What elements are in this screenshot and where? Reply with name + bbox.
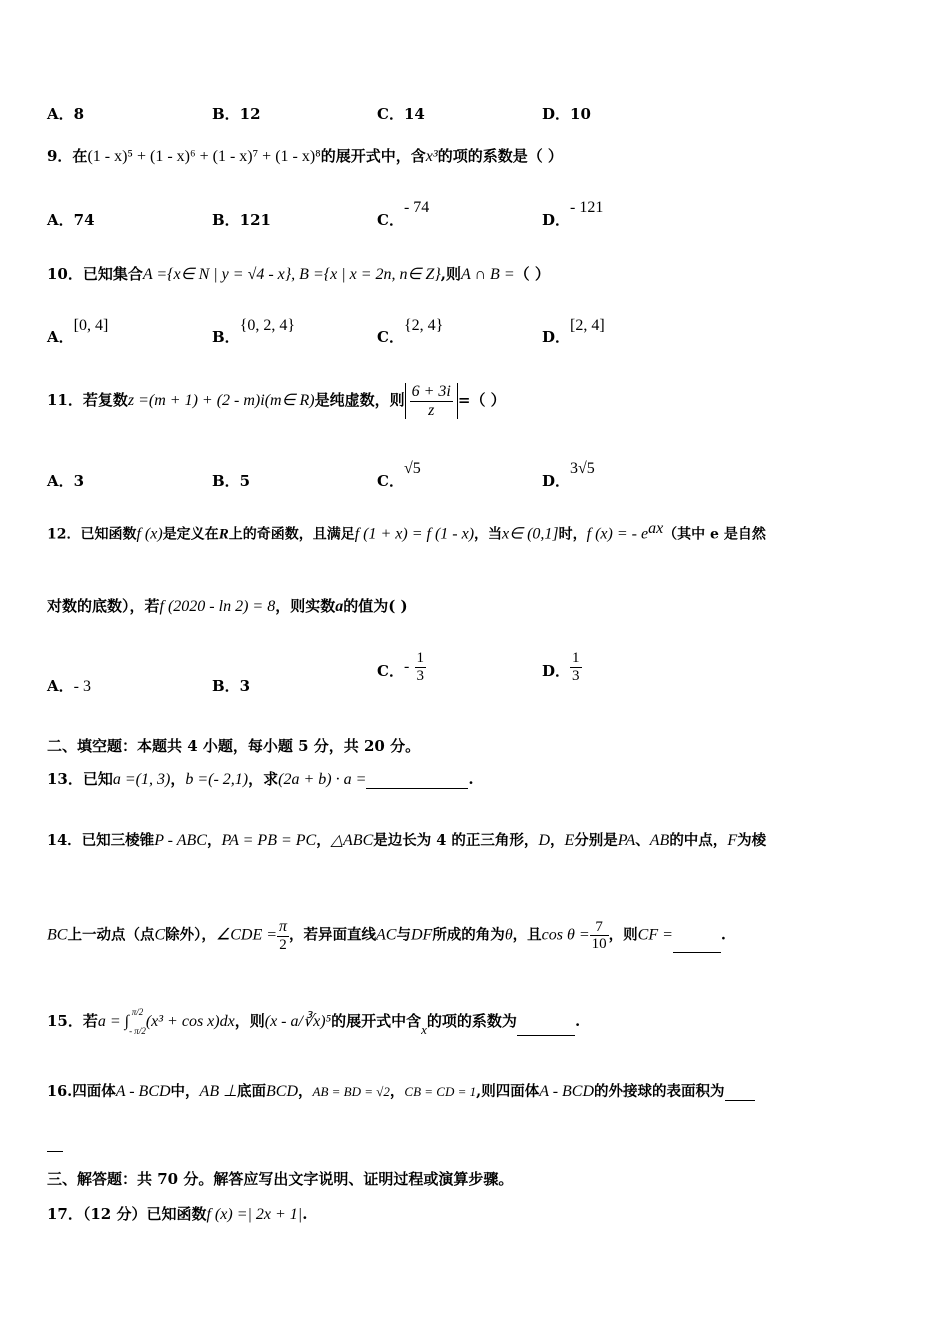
section-2-heading: 二、填空题：本题共 4 小题，每小题 5 分，共 20 分。 — [47, 737, 421, 755]
q13-answer-blank[interactable] — [366, 774, 468, 789]
q14-text-a: 14．已知三棱锥 — [47, 832, 155, 849]
q14-text-i: 所成的角为 — [432, 926, 505, 944]
q11-option-c-label: C． — [377, 472, 404, 490]
q15-integral: a = ∫ — [97, 1013, 130, 1030]
q15-tail: 的项的系数为 — [426, 1012, 517, 1030]
q16-perp: AB ⊥ — [199, 1083, 238, 1100]
q14-point-c: C — [154, 926, 166, 944]
question-11 — [47, 383, 506, 419]
q15-mid2: 的展开式中含 — [331, 1012, 422, 1030]
q12-option-b: B．3 — [212, 677, 251, 695]
q10-tail1: ,则 — [440, 265, 462, 283]
q12-option-c-denominator: 3 — [416, 667, 425, 684]
q12-text-d: ，当 — [474, 526, 503, 543]
q12-text-b: 是定义在 — [162, 526, 219, 543]
q10-option-c-value: {2, 4} — [403, 317, 444, 334]
q16-number: 16.四面体 — [47, 1083, 116, 1100]
q12-interval: x∈ (0,1] — [502, 525, 559, 543]
q10-option-a — [47, 314, 109, 346]
q10-option-d-label: D． — [542, 328, 571, 346]
q14-triangle: △ABC — [330, 832, 374, 849]
q13-number: 13．已知 — [47, 770, 113, 788]
q14-text-b: 是边长为 4 的正三角形， — [373, 832, 539, 849]
q17-function: f (x) =| 2x + 1| — [206, 1206, 303, 1223]
q11-expression: z =(m + 1) + (2 - m)i(m∈ R) — [127, 392, 315, 410]
q12-text-e: 时， — [558, 526, 587, 543]
q11-abs — [405, 383, 458, 419]
q11-number: 11．若复数 — [47, 391, 128, 410]
q12-option-d-label: D． — [542, 662, 571, 680]
q9-option-d-label: D． — [542, 211, 571, 229]
q14-cos-fraction — [590, 919, 609, 953]
q14-point-e: E — [564, 832, 575, 849]
q14-text-j: ，且 — [512, 926, 542, 944]
q12-text-i: 的值为( ) — [343, 597, 408, 615]
q14-text-f: 上一动点（点 — [67, 926, 155, 944]
q9-mid: 的展开式中，含 — [320, 147, 426, 165]
q16-mid2: ,则四面体 — [476, 1083, 540, 1100]
q14-bc: BC — [47, 926, 68, 944]
q12-text-g: 对数的底数），若 — [47, 597, 160, 615]
q15-answer-blank[interactable] — [517, 1021, 575, 1036]
q14-text-g: 除外）， — [165, 926, 216, 944]
q10-tail2: （ ） — [514, 265, 550, 283]
q11-option-d — [542, 457, 595, 490]
q16-tetrahedron-2: A - BCD — [539, 1083, 595, 1100]
q8-option-c: C．14 — [377, 105, 425, 123]
q14-equal-edges: PA = PB = PC — [221, 832, 317, 849]
q14-text-c: 分别是 — [574, 832, 618, 849]
q12-fx: f (x) — [136, 525, 163, 543]
question-10 — [47, 263, 550, 284]
q15-mid: ，则 — [234, 1012, 265, 1030]
q15-x: x — [421, 1022, 427, 1037]
q16-condition-2: CB = CD = 1 — [404, 1084, 477, 1099]
q14-tail: . — [720, 926, 726, 944]
q14-pi-half — [277, 918, 289, 953]
q14-pa: PA — [617, 832, 636, 849]
q10-option-b-value: {0, 2, 4} — [239, 317, 296, 334]
q15-end: . — [574, 1012, 581, 1030]
q12-option-c-numerator: 1 — [416, 650, 425, 666]
q12-option-d-fraction — [570, 650, 582, 684]
q12-option-c-sign: - — [403, 658, 410, 675]
question-12-line-1 — [47, 520, 766, 544]
q12-option-a-label: A． — [47, 677, 74, 695]
q12-exponent: ax — [648, 520, 664, 537]
q8-option-d: D．10 — [542, 105, 591, 123]
q14-cos-denominator: 10 — [591, 936, 607, 953]
q13-tail: . — [468, 770, 474, 788]
q17-tail: . — [302, 1205, 308, 1223]
question-13 — [47, 768, 474, 789]
q10-option-c — [377, 314, 444, 346]
q11-fraction — [410, 383, 453, 419]
question-9 — [47, 145, 563, 166]
q8-option-a: A．8 — [47, 105, 85, 123]
q14-point-f: F — [727, 832, 738, 849]
q16-tail: 的外接球的表面积为 — [594, 1083, 725, 1100]
q14-text-e: 为棱 — [737, 832, 767, 849]
q10-option-a-value: [0, 4] — [73, 317, 109, 334]
q14-answer-blank[interactable] — [673, 938, 721, 953]
question-16: 16.四面体A - BCD中，AB ⊥底面BCD，AB = BD = √2，CB = CD = 1,则四面体A - BCD的外接球的表面积为 — [47, 1080, 755, 1101]
q14-text-k: ，则 — [608, 926, 638, 944]
q14-cos-numerator: 7 — [590, 919, 609, 937]
q12-option-a-value: - 3 — [73, 678, 91, 695]
q15-number: 15．若 — [47, 1012, 98, 1030]
q12-option-d-denominator: 3 — [572, 667, 580, 684]
q10-option-d — [542, 314, 605, 346]
q10-option-b-label: B． — [212, 328, 240, 346]
q12-condition-2: f (2020 - ln 2) = 8 — [159, 598, 276, 615]
q13-mid: ，求 — [248, 770, 279, 788]
question-12-line-2 — [47, 595, 408, 616]
q12-fdef: f (x) = - e — [586, 525, 649, 543]
q14-ac: AC — [376, 926, 397, 944]
q16-answer-blank-continued[interactable] — [47, 1151, 63, 1152]
q10-option-c-label: C． — [377, 328, 404, 346]
q14-cf: CF = — [637, 926, 673, 944]
question-15 — [47, 1008, 580, 1036]
question-14-line-2 — [47, 918, 726, 953]
q11-option-b: B．5 — [212, 472, 251, 490]
q9-option-d — [542, 196, 604, 229]
q9-option-c-label: C． — [377, 211, 404, 229]
q16-tetrahedron: A - BCD — [115, 1083, 171, 1100]
q9-option-c — [377, 196, 430, 229]
q10-option-a-label: A． — [47, 328, 74, 346]
q12-r: R — [218, 526, 229, 543]
q11-mid: 是纯虚数，则 — [314, 391, 405, 410]
q11-option-d-label: D． — [542, 472, 571, 490]
q12-text-f: （其中 e 是自然 — [663, 526, 766, 543]
question-17 — [47, 1203, 307, 1224]
q14-angle: ∠CDE = — [215, 926, 278, 944]
q10-option-d-value: [2, 4] — [570, 317, 605, 334]
q15-binomial: (x - a/∛x)⁵ — [264, 1013, 332, 1030]
q14-pyramid: P - ABC — [154, 832, 207, 849]
q14-point-d: D — [538, 832, 550, 849]
q14-two: 2 — [279, 936, 287, 953]
q12-condition: f (1 + x) = f (1 - x) — [354, 525, 475, 543]
q15-integrand: (x³ + cos x)dx — [145, 1013, 235, 1030]
q10-expression: A ={x∈ N | y = √4 - x}, B ={x | x = 2n, n∈ Z} — [142, 266, 441, 283]
q13-separator: ， — [170, 770, 186, 788]
q12-option-a — [47, 675, 91, 696]
q16-condition-1: AB = BD = √2 — [312, 1084, 390, 1099]
question-14-line-1: 14．已知三棱锥P - ABC，PA = PB = PC，△ABC是边长为 4 的正三角形，D，E分别是PA、AB的中点，F为棱 — [47, 832, 767, 849]
q9-option-b: B．121 — [212, 211, 271, 229]
q9-option-c-value: - 74 — [403, 199, 430, 216]
q9-tail: 的项的系数是（ ） — [437, 147, 563, 165]
q10-expression-2: A ∩ B = — [461, 266, 515, 283]
q12-option-c — [377, 650, 426, 684]
q13-vector-b: b =(- 2,1) — [185, 771, 249, 788]
q9-option-d-value: - 121 — [570, 199, 604, 216]
q11-option-a: A．3 — [47, 472, 85, 490]
q17-number: 17．（12 分）已知函数 — [47, 1205, 207, 1223]
q11-tail: =（ ） — [457, 391, 506, 410]
q14-theta: θ — [504, 926, 513, 944]
q11-option-d-value: 3√5 — [570, 460, 595, 477]
q12-option-d — [542, 650, 582, 684]
q16-answer-blank[interactable] — [725, 1086, 755, 1101]
q12-option-c-label: C． — [377, 662, 404, 680]
section-3-heading: 三、解答题：共 70 分。解答应写出文字说明、证明过程或演算步骤。 — [47, 1170, 514, 1188]
q12-text-c: 上的奇函数，且满足 — [228, 526, 355, 543]
q9-term: x³ — [425, 148, 438, 165]
q14-ab: AB — [649, 832, 670, 849]
q14-text-d: 的中点， — [669, 832, 728, 849]
q14-and: 与 — [396, 926, 411, 944]
q12-a: a — [335, 598, 344, 615]
q9-expression: (1 - x)⁵ + (1 - x)⁶ + (1 - x)⁷ + (1 - x)⁸ — [87, 148, 321, 165]
q12-option-c-fraction — [415, 650, 427, 684]
q11-fraction-denominator: z — [428, 401, 435, 419]
q14-pi: π — [279, 918, 288, 935]
q14-df: DF — [410, 926, 433, 944]
q14-cos: cos θ = — [541, 926, 590, 944]
q16-base-text: 底面 — [237, 1083, 267, 1100]
q10-number: 10．已知集合 — [47, 265, 143, 283]
q13-vector-a: a =(1, 3) — [112, 771, 171, 788]
q14-text-h: ，若异面直线 — [289, 926, 377, 944]
q12-option-d-numerator: 1 — [572, 650, 580, 666]
q10-option-b — [212, 314, 296, 346]
q12-text-h: ，则实数 — [275, 597, 336, 615]
q9-option-a: A．74 — [47, 211, 95, 229]
q15-lower-limit: - π/2 — [129, 1026, 146, 1036]
q8-option-b: B．12 — [212, 105, 261, 123]
q11-fraction-numerator: 6 + 3i — [411, 383, 451, 400]
q11-option-c — [377, 457, 421, 490]
q15-upper-limit: π/2 — [131, 1007, 144, 1017]
q16-bcd: BCD — [266, 1083, 299, 1100]
q11-option-c-value: √5 — [403, 460, 421, 477]
q9-number: 9．在 — [47, 147, 88, 165]
q12-text-a: 12．已知函数 — [47, 526, 137, 543]
q15-limits — [129, 1008, 146, 1036]
q13-expression: (2a + b) · a = — [278, 771, 367, 788]
q16-mid: 中， — [170, 1083, 200, 1100]
